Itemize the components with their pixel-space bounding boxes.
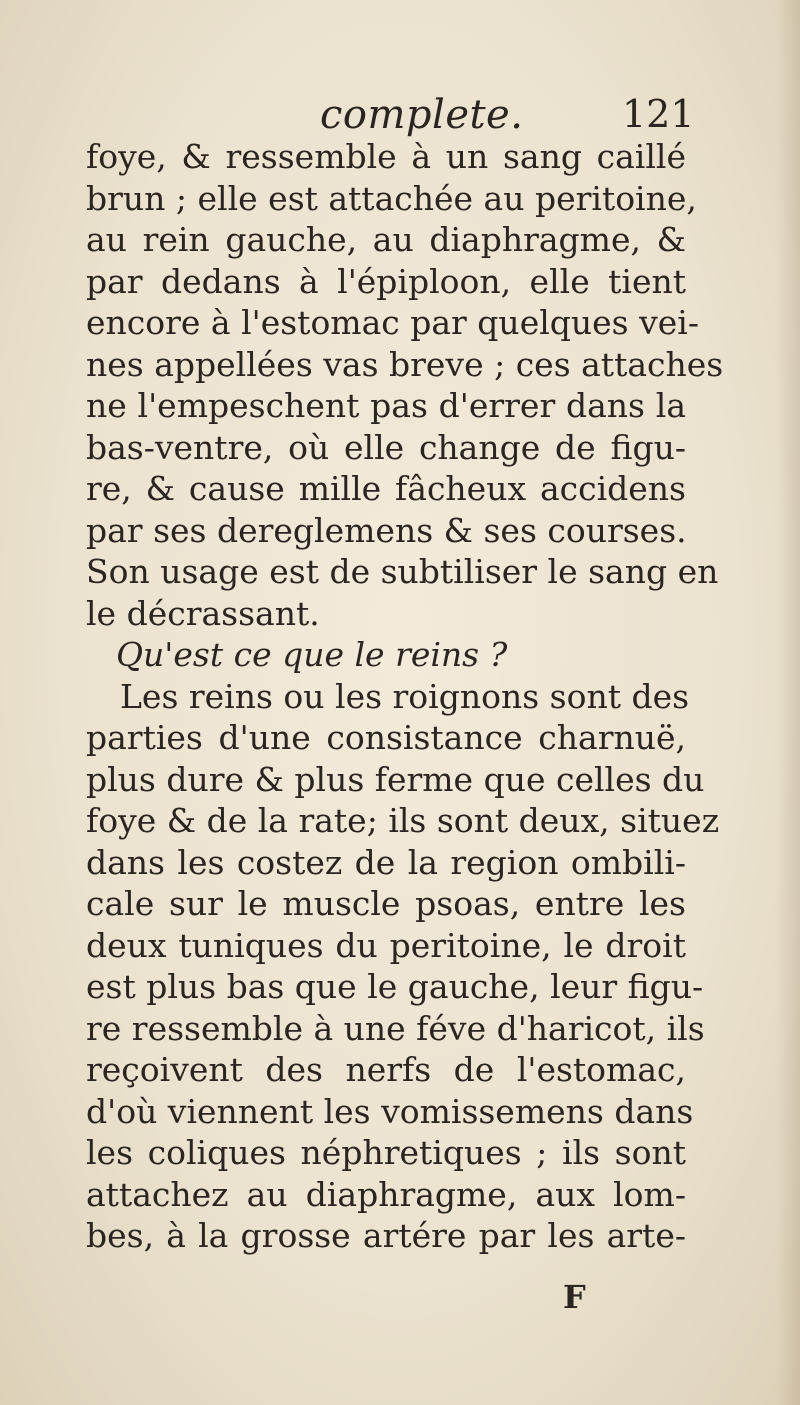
text-line: reçoivent des nerfs de l'estomac, <box>86 1050 686 1089</box>
text-line: le décrassant. <box>86 593 320 633</box>
text-line: re, & cause mille fâcheux accidens <box>86 469 686 508</box>
text-line: par dedans à l'épiploon, elle tient <box>86 261 686 301</box>
text-line: est plus bas que le gauche, leur figu- <box>86 967 704 1006</box>
text-line: encore à l'estomac par quelques vei- <box>86 303 699 342</box>
text-line: re ressemble à une féve d'haricot, ils <box>86 1008 705 1048</box>
text-line: Les reins ou les roignons sont des <box>120 676 690 716</box>
text-line: ne l'empeschent pas d'errer dans la <box>86 386 686 425</box>
signature-mark: F <box>563 1278 586 1316</box>
body-text <box>86 136 724 1257</box>
text-line: attachez au diaphragme, aux lom- <box>86 1174 686 1214</box>
text-line: deux tuniques du peritoine, le droit <box>86 925 686 965</box>
running-title: complete. <box>320 92 524 138</box>
text-line: foye & de la rate; ils sont deux, situez <box>86 801 720 840</box>
text-line: les coliques néphretiques ; ils sont <box>86 1133 686 1172</box>
page-number: 121 <box>622 92 695 136</box>
text-line: bes, à la grosse artére par les arte- <box>86 1216 686 1255</box>
text-line: brun ; elle est attachée au peritoine, <box>86 178 697 218</box>
text-line: parties d'une consistance charnuë, <box>86 718 686 757</box>
text-line: bas-ventre, où elle change de figu- <box>86 427 686 467</box>
text-line: Son usage est de subtiliser le sang en <box>86 552 719 591</box>
text-line: plus dure & plus ferme que celles du <box>86 759 705 799</box>
text-line: au rein gauche, au diaphragme, & <box>86 220 686 259</box>
text-line: d'où viennent les vomissemens dans <box>86 1091 694 1131</box>
section-question: Qu'est ce que le reins ? <box>116 635 508 674</box>
text-line: par ses dereglemens & ses courses. <box>86 510 687 550</box>
text-line: nes appellées vas breve ; ces attaches <box>86 344 724 384</box>
text-line: dans les costez de la region ombili- <box>86 842 686 882</box>
text-line: foye, & ressemble à un sang caillé <box>86 137 686 176</box>
text-line: cale sur le muscle psoas, entre les <box>86 884 686 923</box>
page-edge-shadow <box>776 0 800 1405</box>
